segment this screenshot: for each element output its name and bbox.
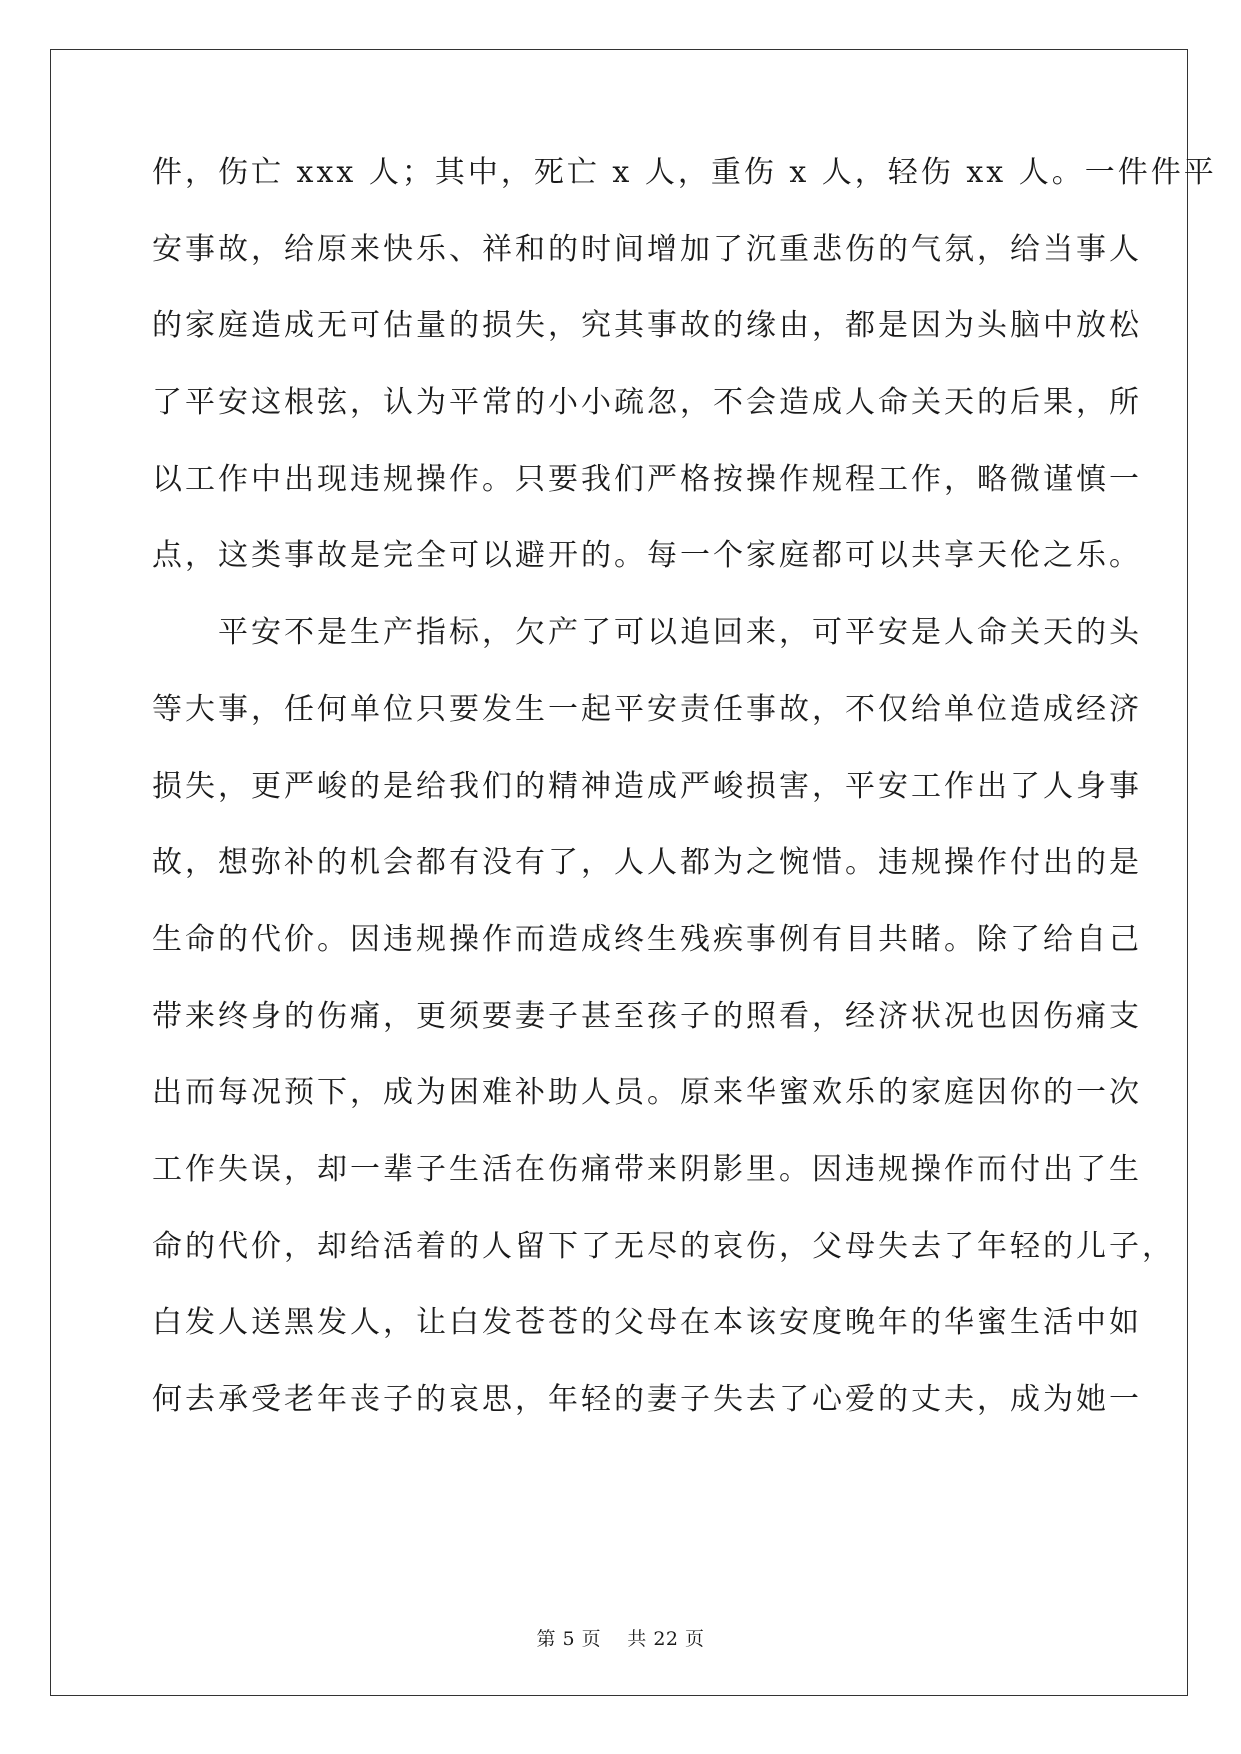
text-line: 安事故，给原来快乐、祥和的时间增加了沉重悲伤的气氛，给当事人 (152, 231, 1142, 267)
page-number: 第 5 页 (536, 1628, 602, 1650)
text-line: 何去承受老年丧子的哀思，年轻的妻子失去了心爱的丈夫，成为她一 (152, 1382, 1142, 1417)
text-line: 等大事，任何单位只要发生一起平安责任事故，不仅给单位造成经济 (152, 691, 1142, 727)
text-line: 带来终身的伤痛，更须要妻子甚至孩子的照看，经济状况也因伤痛支 (152, 998, 1142, 1034)
text-line: 命的代价，却给活着的人留下了无尽的哀伤，父母失去了年轻的儿子， (152, 1228, 1175, 1264)
text-line: 损失，更严峻的是给我们的精神造成严峻损害，平安工作出了人身事 (152, 768, 1142, 804)
text-line: 了平安这根弦，认为平常的小小疏忽，不会造成人命关天的后果，所 (152, 385, 1142, 421)
text-line: 点，这类事故是完全可以避开的。每一个家庭都可以共享天伦之乐。 (152, 538, 1142, 574)
text-line: 白发人送黑发人，让白发苍苍的父母在本该安度晚年的华蜜生活中如 (152, 1305, 1142, 1341)
text-line: 以工作中出现违规操作。只要我们严格按操作规程工作，略微谨慎一 (152, 461, 1142, 497)
page-total: 共 22 页 (627, 1628, 705, 1650)
text-line: 故，想弥补的机会都有没有了，人人都为之惋惜。违规操作付出的是 (152, 845, 1142, 881)
text-line: 出而每况预下，成为困难补助人员。原来华蜜欢乐的家庭因你的一次 (152, 1075, 1142, 1111)
page-footer (0, 1624, 1241, 1651)
document-body (152, 155, 1217, 1462)
text-line: 的家庭造成无可估量的损失，究其事故的缘由，都是因为头脑中放松 (152, 308, 1142, 344)
paragraph-start-line: 平安不是生产指标，欠产了可以追回来，可平安是人命关天的头 (152, 615, 1142, 651)
text-line: 生命的代价。因违规操作而造成终生残疾事例有目共睹。除了给自己 (152, 921, 1142, 957)
text-line: 件，伤亡 xxx 人；其中，死亡 x 人，重伤 x 人，轻伤 xx 人。一件件平 (152, 155, 1217, 190)
text-line: 工作失误，却一辈子生活在伤痛带来阴影里。因违规操作而付出了生 (152, 1151, 1142, 1187)
